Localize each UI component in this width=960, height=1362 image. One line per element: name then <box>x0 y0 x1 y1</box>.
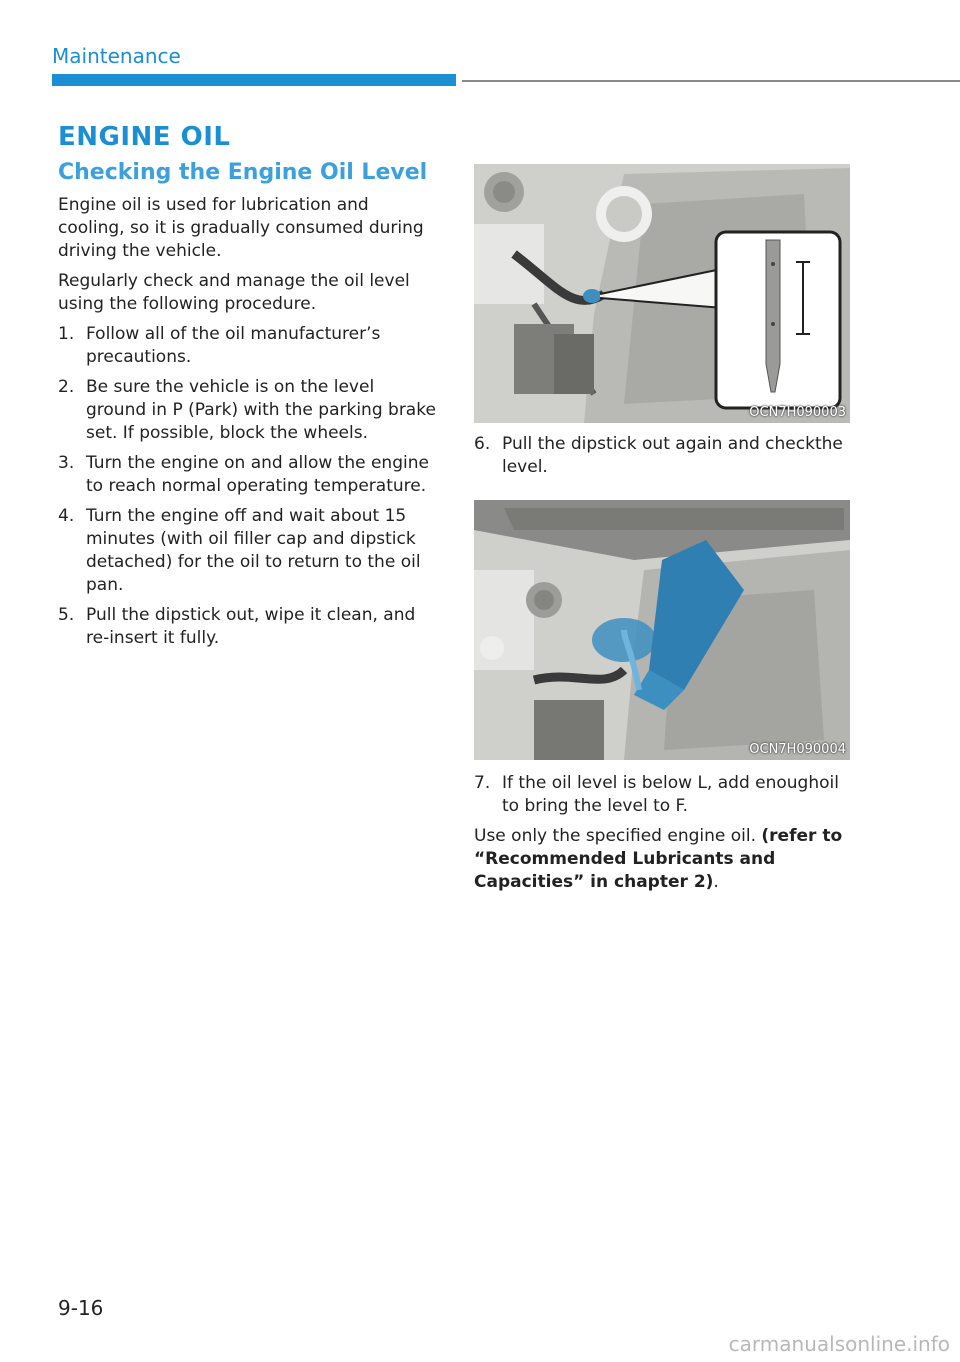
step-text: Pull the dipstick out, wipe it clean, and re-insert it fully. <box>86 605 416 648</box>
header-rule-thin <box>462 80 960 82</box>
header-rule-accent <box>52 74 456 86</box>
left-column <box>58 194 438 657</box>
subsection-title: Checking the Engine Oil Level <box>58 160 428 185</box>
step-number: 1. <box>58 324 75 344</box>
step-text: Turn the engine on and allow the engine to reach normal operating temperature. <box>86 453 429 496</box>
running-header: Maintenance <box>52 44 181 68</box>
step-text: Be sure the vehicle is on the level ground in P (Park) with the parking brake set. If possible, block the wheels. <box>86 377 436 443</box>
step-item <box>58 376 438 445</box>
step-item <box>58 323 438 369</box>
note-reference: (refer to “Recommended Lubricants and Capacities” in chapter 2) <box>474 826 843 892</box>
step-number: 7. <box>474 773 491 793</box>
step-number: 2. <box>58 377 75 397</box>
step-number: 3. <box>58 453 75 473</box>
step-item <box>474 433 850 479</box>
step-text: Pull the dipstick out again and checkthe level. <box>502 434 843 477</box>
step-number: 5. <box>58 605 75 625</box>
note-lead: Use only the specified engine oil. <box>474 826 762 846</box>
engine-bay-oil-fill-illustration <box>474 500 850 760</box>
page-number: 9-16 <box>58 1296 104 1320</box>
figure-code: OCN7H090004 <box>749 742 846 757</box>
intro-paragraph: Regularly check and manage the oil level using the following procedure. <box>58 271 410 314</box>
step-item <box>474 772 850 818</box>
step-text: Turn the engine off and wait about 15 minutes (with oil filler cap and dipstick detached) for the oil to return to the oil pan. <box>86 506 421 595</box>
oil-fill-figure <box>474 500 850 760</box>
right-column-bottom <box>474 772 850 901</box>
step-number: 6. <box>474 434 491 454</box>
note-tail: . <box>713 872 719 892</box>
oil-spec-note <box>474 825 850 894</box>
step-text: If the oil level is below L, add enoughoil to bring the level to F. <box>502 773 839 816</box>
intro-paragraph: Engine oil is used for lubrication and cooling, so it is gradually consumed during driving the vehicle. <box>58 195 424 261</box>
step-item <box>58 604 438 650</box>
section-title: ENGINE OIL <box>58 122 231 152</box>
watermark: carmanualsonline.info <box>728 1332 950 1356</box>
step-item <box>58 452 438 498</box>
step-number: 4. <box>58 506 75 526</box>
right-column-top <box>474 433 850 486</box>
engine-bay-dipstick-illustration <box>474 164 850 423</box>
figure-code: OCN7H090003 <box>749 405 846 420</box>
step-text: Follow all of the oil manufacturer’s precautions. <box>86 324 381 367</box>
step-item <box>58 505 438 597</box>
dipstick-figure <box>474 164 850 423</box>
